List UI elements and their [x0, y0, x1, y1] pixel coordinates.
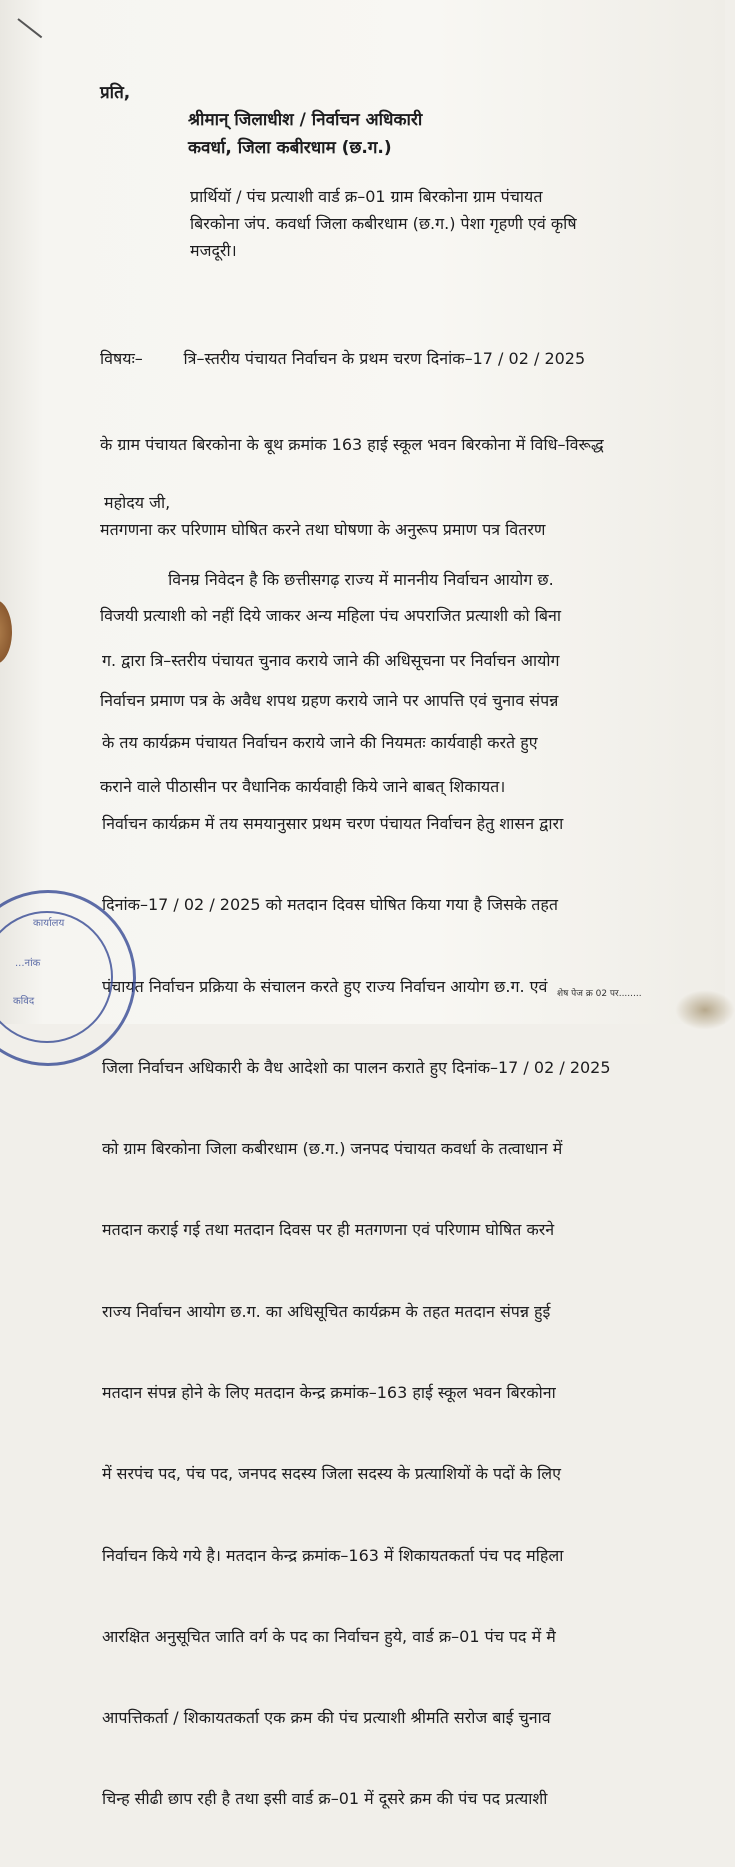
continued-note: शेष पेज क्र 02 पर........ [557, 989, 642, 999]
subject-line: मतगणना कर परिणाम घोषित करने तथा घोषणा के अनुरूप प्रमाण पत्र वितरण [100, 520, 546, 539]
body-line: विनम्र निवेदन है कि छत्तीसगढ़ राज्य में माननीय निर्वाचन आयोग छ. [102, 570, 554, 590]
body-line: चिन्ह सीढी छाप रही है तथा इसी वार्ड क्र–01 में दूसरे क्रम की पंच पद प्रत्याशी [102, 1789, 548, 1809]
subject-line: के ग्राम पंचायत बिरकोना के बूथ क्रमांक 163 हाई स्कूल भवन बिरकोना में विधि–विरूद्ध [100, 434, 604, 454]
sender-line: मजदूरी। [190, 241, 237, 260]
body-line: दिनांक–17 / 02 / 2025 को मतदान दिवस घोषित किया गया है जिसके तहत [102, 895, 559, 915]
body-block [102, 512, 611, 1867]
body-line: के तय कार्यक्रम पंचायत निर्वाचन कराये जाने की नियमतः कार्यवाही करते हुए [102, 732, 538, 752]
sender-block [190, 183, 577, 264]
subject-line: विजयी प्रत्याशी को नहीं दिये जाकर अन्य महिला पंच अपराजित प्रत्याशी को बिना [100, 605, 562, 625]
body-line: राज्य निर्वाचन आयोग छ.ग. का अधिसूचित कार्यक्रम के तहत मतदान संपन्न हुई [102, 1301, 551, 1321]
body-line: मतदान संपन्न होने के लिए मतदान केन्द्र क्रमांक–163 हाई स्कूल भवन बिरकोना [102, 1383, 556, 1402]
stamp-text-low: कविद [13, 996, 35, 1007]
sender-line: बिरकोना जंप. कवर्धा जिला कबीरधाम (छ.ग.) पेशा गृहणी एवं कृषि [190, 214, 577, 233]
corner-shadow [675, 990, 735, 1030]
body-line: पंचायत निर्वाचन प्रक्रिया के संचालन करते हुए राज्य निर्वाचन आयोग छ.ग. एवं [102, 976, 548, 996]
addressee-line-2: कवर्धा, जिला कबीरधाम (छ.ग.) [188, 138, 392, 158]
subject-line: विषयः– त्रि–स्तरीय पंचायत निर्वाचन के प्रथम चरण दिनांक–17 / 02 / 2025 [100, 349, 586, 368]
body-line: आपत्तिकर्ता / शिकायतकर्ता एक क्रम की पंच प्रत्याशी श्रीमति सरोज बाई चुनाव [102, 1708, 551, 1728]
to-label: प्रति, [100, 83, 131, 103]
body-line: को ग्राम बिरकोना जिला कबीरधाम (छ.ग.) जनपद पंचायत कवर्धा के तत्वाधान में [102, 1139, 563, 1159]
body-line: ग. द्वारा त्रि–स्तरीय पंचायत चुनाव कराये जाने की अधिसूचना पर निर्वाचन आयोग [102, 651, 560, 671]
stamp-inner-ring [0, 911, 113, 1043]
salutation: महोदय जी, [104, 493, 171, 512]
addressee-line-1: श्रीमान् जिलाधीश / निर्वाचन अधिकारी [188, 110, 423, 130]
subject-line: निर्वाचन प्रमाण पत्र के अवैध शपथ ग्रहण कराये जाने पर आपत्ति एवं चुनाव संपन्न [100, 691, 559, 710]
body-line: मतदान कराई गई तथा मतदान दिवस पर ही मतगणना एवं परिणाम घोषित करने [102, 1220, 555, 1240]
body-line: में सरपंच पद, पंच पद, जनपद सदस्य जिला सदस्य के प्रत्याशियों के पदों के लिए [102, 1464, 561, 1484]
pen-mark [17, 18, 42, 38]
stamp-text-mid: ...नांक [15, 958, 41, 969]
body-line: निर्वाचन किये गये है। मतदान केन्द्र क्रमांक–163 में शिकायतकर्ता पंच पद महिला [102, 1545, 564, 1565]
body-line: निर्वाचन कार्यक्रम में तय समयानुसार प्रथम चरण पंचायत निर्वाचन हेतु शासन द्वारा [102, 814, 564, 834]
thumb-shadow [0, 600, 12, 664]
sender-line: प्रार्थियॉ / पंच प्रत्याशी वार्ड क्र–01 ग्राम बिरकोना ग्राम पंचायत [190, 187, 543, 206]
stamp-text-top: कार्यालय [33, 918, 65, 929]
body-line: आरक्षित अनुसूचित जाति वर्ग के पद का निर्वाचन हुये, वार्ड क्र–01 पंच पद में मै [102, 1626, 556, 1646]
subject-line: कराने वाले पीठासीन पर वैधानिक कार्यवाही किये जाने बाबत् शिकायत। [100, 776, 506, 796]
body-line: जिला निर्वाचन अधिकारी के वैध आदेशो का पालन कराते हुए दिनांक–17 / 02 / 2025 [102, 1057, 611, 1077]
